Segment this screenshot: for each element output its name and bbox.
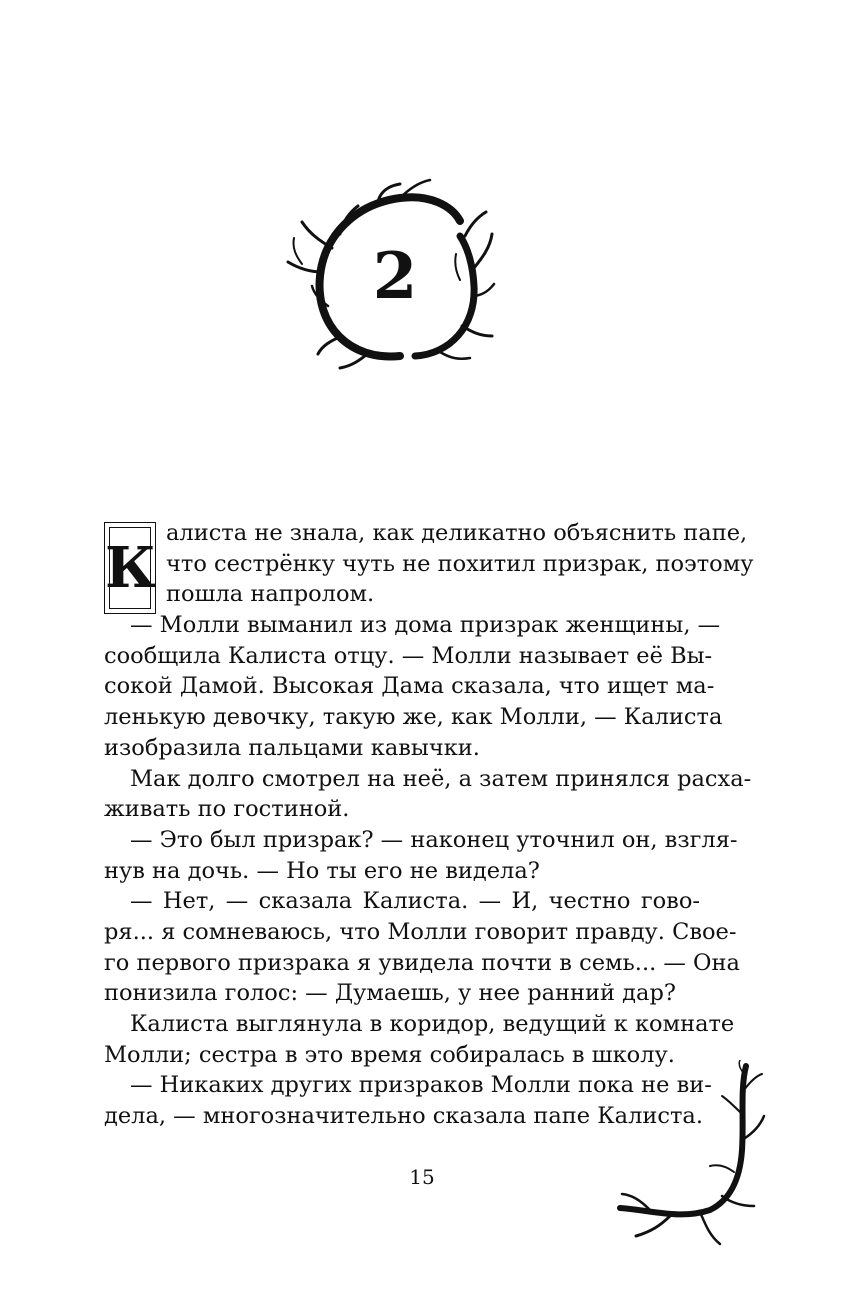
text-line: — Нет, — сказала Калиста. — И, честно гово- <box>130 888 700 915</box>
body-text <box>104 518 754 1132</box>
text-line: живать по гостиной. <box>104 796 350 823</box>
chapter-emblem <box>280 176 510 376</box>
text-line: понизила голос: — Думаешь, у нее ранний дар? <box>104 980 676 1007</box>
branch-decoration-icon <box>610 1060 770 1250</box>
text-line: изобразила пальцами кавычки. <box>104 734 480 761</box>
text-line: сообщила Калиста отцу. — Молли называет её Вы- <box>104 642 713 669</box>
text-line: го первого призрака я увидела почти в семь... — Она <box>104 949 740 976</box>
text-line: — Молли выманил из дома призрак женщины, — <box>130 612 721 639</box>
text-line: дела, — многозначительно сказала папе Калиста. <box>104 1103 703 1130</box>
drop-cap-letter: К <box>105 535 156 601</box>
text-line: Мак долго смотрел на неё, а затем принялся расха- <box>130 765 752 792</box>
text-line: ленькую девочку, такую же, как Молли, — Калиста <box>104 704 723 731</box>
text-line: сокой Дамой. Высокая Дама сказала, что ищет ма- <box>104 673 715 700</box>
text-line: алиста не знала, как деликатно объяснить папе, <box>166 520 748 546</box>
text-line: нув на дочь. — Но ты его не видела? <box>104 857 540 884</box>
text-line: ря... я сомневаюсь, что Молли говорит правду. Свое- <box>104 918 737 945</box>
text-line: — Это был призрак? — наконец уточнил он, взгля- <box>130 826 738 853</box>
page-number: 15 <box>409 1165 435 1189</box>
text-line: что сестрёнку чуть не похитил призрак, поэтому <box>166 550 754 577</box>
chapter-number: 2 <box>372 238 418 314</box>
text-line: — Никаких других призраков Молли пока не ви- <box>130 1072 712 1099</box>
text-line: Молли; сестра в это время собиралась в школу. <box>104 1041 675 1068</box>
text-line: Калиста выглянула в коридор, ведущий к комнате <box>130 1011 735 1037</box>
text-line: пошла напролом. <box>166 581 375 608</box>
